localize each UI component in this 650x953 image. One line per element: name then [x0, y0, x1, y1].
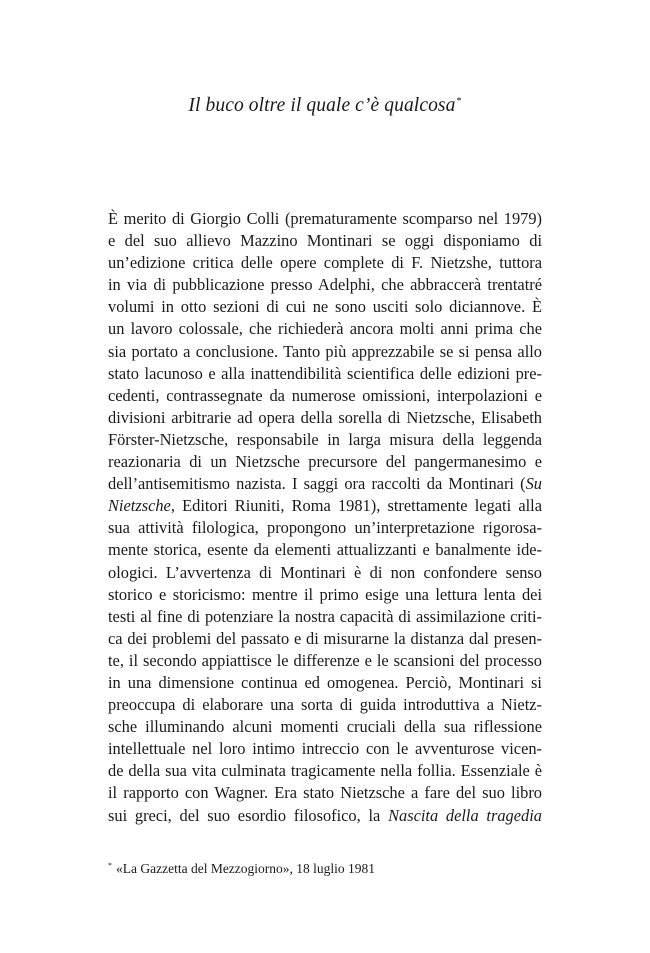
italic-text: Su: [525, 474, 542, 494]
italic-text: Nietzsche: [108, 496, 171, 516]
text-line: [108, 716, 542, 738]
text-line: [108, 385, 542, 407]
line-text: un lavoro colossale, che richiederà ancora molti anni prima che: [108, 319, 542, 339]
italic-text: Nascita della tragedia: [388, 805, 542, 825]
title-text: Il buco oltre il quale c’è qualcosa: [188, 95, 456, 116]
text-line: [108, 473, 542, 495]
text-line: [108, 429, 542, 451]
line-text: È merito di Giorgio Colli (prematuramente scomparso nel 1979): [108, 209, 542, 228]
line-text: intellettuale nel loro intimo intreccio con le avventurose vicen-: [108, 739, 542, 759]
line-text: cedenti, contrassegnate da numerose omissioni, interpolazioni e: [108, 385, 542, 405]
text-line: [108, 628, 542, 650]
line-text: te, il secondo appiattisce le differenze e le scansioni del processo: [108, 650, 542, 670]
line-text: sia portato a conclusione. Tanto più apprezzabile se si pensa allo: [108, 341, 542, 361]
text-line: [108, 562, 542, 584]
line-text: sche illuminando alcuni momenti cruciali della sua riflessione: [108, 717, 542, 737]
article-body: [108, 208, 542, 827]
text-line: [108, 296, 542, 318]
text-line: [108, 208, 542, 230]
text-line: [108, 782, 542, 804]
text-line: [108, 650, 542, 672]
text-line: [108, 252, 542, 274]
line-text: mente storica, esente da elementi attualizzanti e banalmente ide-: [108, 540, 542, 560]
footnote: [108, 857, 542, 878]
line-text: stato lacunoso e alla inattendibilità scientifica delle edizioni pre-: [108, 363, 542, 383]
text-line: [108, 606, 542, 628]
line-text: ologici. L’avvertenza di Montinari è di non confondere senso: [108, 562, 542, 582]
text-line: [108, 341, 542, 363]
line-text: Förster-Nietzsche, responsabile in larga misura della leggenda: [108, 429, 542, 449]
text-line: [108, 738, 542, 760]
text-line: [108, 451, 542, 473]
text-line: [108, 274, 542, 296]
line-text: dell’antisemitismo nazista. I saggi ora raccolti da Montinari (: [108, 474, 526, 494]
text-line: [108, 318, 542, 340]
line-text: il rapporto con Wagner. Era stato Nietzsche a fare del suo libro: [108, 783, 542, 803]
line-text: sui greci, del suo esordio filosofico, la: [108, 805, 389, 825]
footnote-mark: *: [108, 861, 112, 870]
line-text: testi al fine di potenziare la nostra capacità di assimilazione criti-: [108, 606, 542, 626]
line-text: , Editori Riuniti, Roma 1981), strettamente legati alla: [170, 496, 542, 516]
line-text: in una dimensione continua ed omogenea. Perciò, Montinari si: [108, 672, 542, 692]
text-line: [108, 672, 542, 694]
text-line: [108, 584, 542, 606]
text-line: [108, 230, 542, 252]
text-line: [108, 495, 542, 517]
text-line: [108, 694, 542, 716]
text-line: [108, 517, 542, 539]
line-text: ca dei problemi del passato e di misurarne la distanza dal presen-: [108, 628, 542, 648]
line-text: de della sua vita culminata tragicamente nella follia. Essenziale è: [108, 761, 542, 781]
line-text: e del suo allievo Mazzino Montinari se oggi disponiamo di: [108, 231, 542, 251]
line-text: volumi in otto sezioni di cui ne sono usciti solo diciannove. È: [108, 297, 542, 317]
line-text: storico e storicismo: mentre il primo esige una lettura lenta dei: [108, 584, 542, 604]
text-line: [108, 407, 542, 429]
line-text: un’edizione critica delle opere complete di F. Nietzshe, tuttora: [108, 253, 542, 273]
page-title: [0, 95, 650, 117]
text-line: [108, 539, 542, 561]
text-line: [108, 760, 542, 782]
text-line: [108, 805, 542, 827]
line-text: divisioni arbitrarie ad opera della sorella di Nietzsche, Elisabeth: [108, 407, 542, 427]
text-line: [108, 363, 542, 385]
footnote-text: «La Gazzetta del Mezzogiorno», 18 luglio 1981: [116, 861, 376, 876]
line-text: reazionaria di un Nietzsche precursore del pangermanesimo e: [108, 452, 542, 472]
line-text: preoccupa di elaborare una sorta di guida introduttiva a Nietz-: [108, 695, 542, 715]
line-text: in via di pubblicazione presso Adelphi, che abbraccerà trentatré: [108, 275, 542, 295]
title-footnote-mark: *: [456, 96, 462, 107]
line-text: sua attività filologica, propongono un’interpretazione rigorosa-: [108, 518, 542, 538]
